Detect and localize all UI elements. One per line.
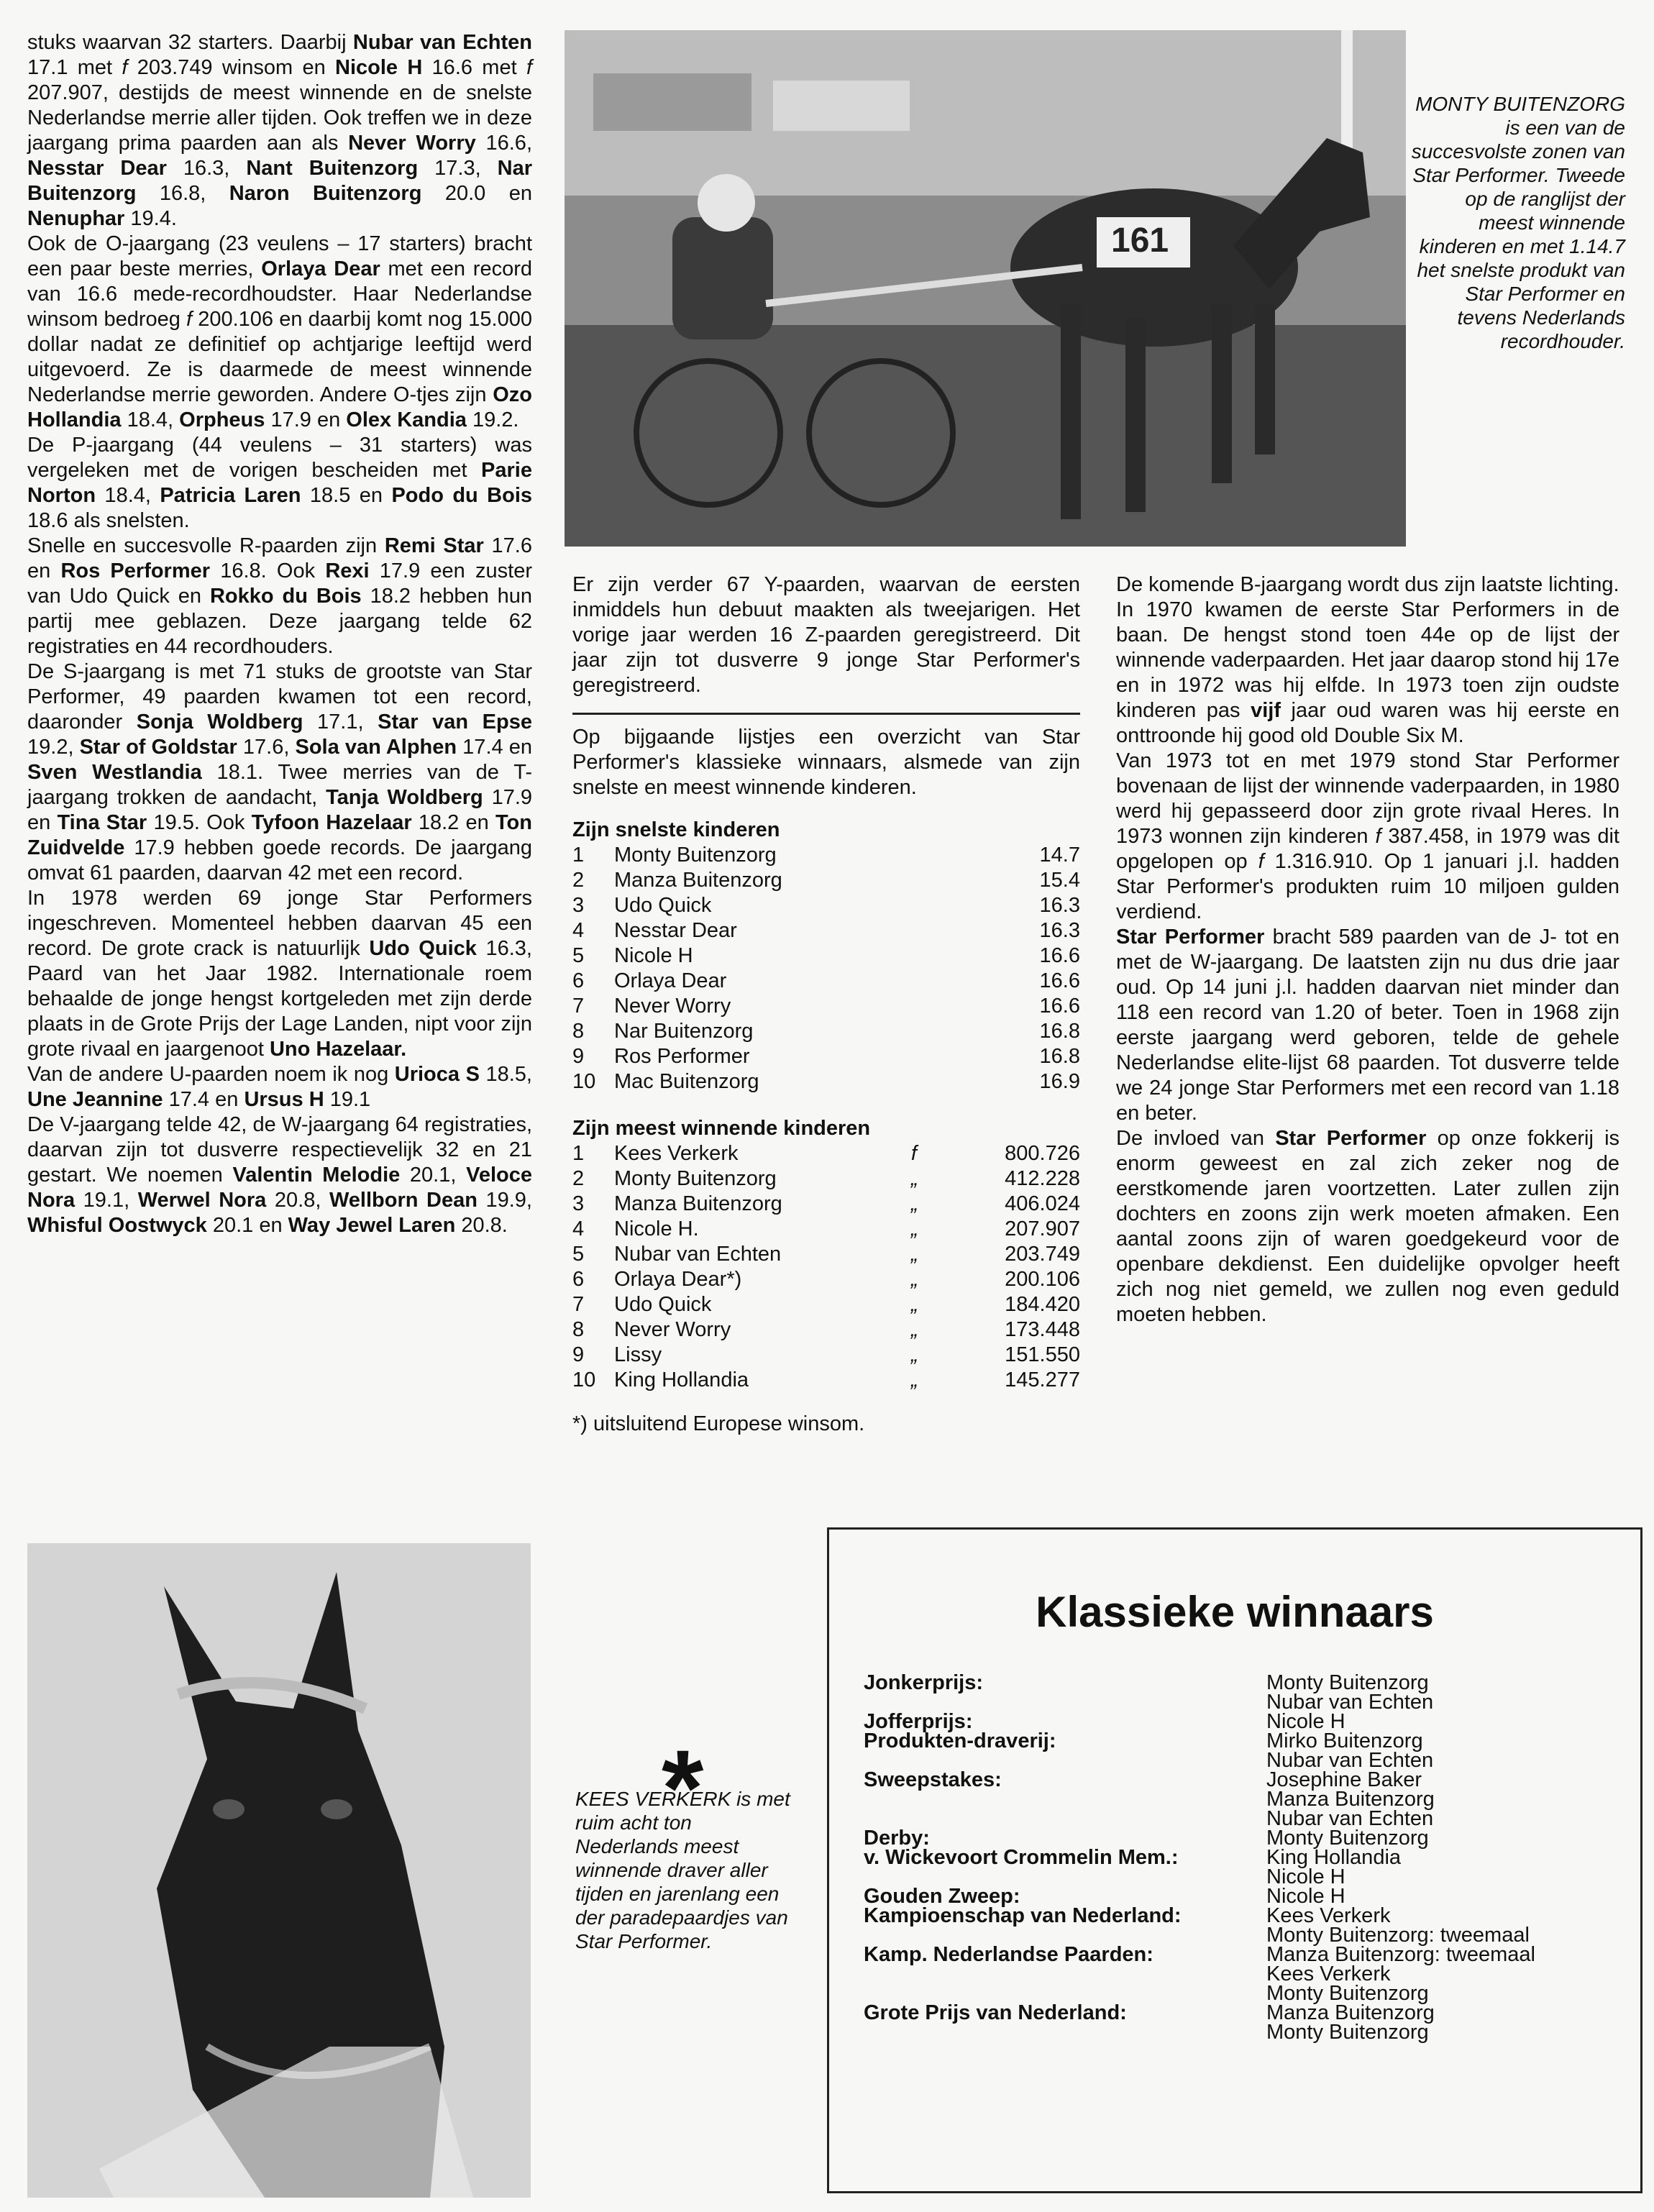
text-run: 17.4 en [457, 736, 532, 759]
text-run: 18.4, [96, 484, 160, 507]
currency-mark: „ [910, 1343, 918, 1366]
text-run: 387.458, in 1979 was dit opgelopen op [1116, 825, 1619, 873]
bold-text: Naron Buitenzorg [229, 182, 422, 205]
race-name [864, 1809, 1266, 1829]
text-run: 17.1, [303, 710, 378, 733]
paragraph [27, 30, 532, 232]
race-number: 161 [1111, 221, 1169, 260]
text-run: f [1258, 850, 1264, 873]
rank: 4 [572, 919, 585, 942]
table-row [864, 1887, 1535, 1906]
table-row [864, 1712, 1535, 1732]
table-row [864, 2003, 1535, 2023]
rank: 8 [572, 1318, 585, 1341]
horse-head-illustration [27, 1543, 531, 2198]
table-row [572, 893, 1080, 918]
race-name: Kamp. Nederlandse Paarden: [864, 1943, 1153, 1966]
text-run: 16.8. Ook [210, 559, 326, 582]
earnings: 145.277 [1005, 1368, 1080, 1391]
text-run: 19.4. [124, 207, 177, 230]
rank: 7 [572, 1293, 585, 1316]
earnings: 207.907 [1005, 1217, 1080, 1240]
horse-name: Udo Quick [614, 1293, 712, 1316]
fastest-children-table [572, 843, 1080, 1094]
race-name: Derby: [864, 1827, 930, 1850]
table-row [572, 994, 1080, 1019]
text-run: stuks waarvan 32 starters. Daarbij [27, 31, 353, 54]
currency-mark: „ [910, 1167, 918, 1190]
earnings: 200.106 [1005, 1268, 1080, 1291]
text-run: 17.4 en [163, 1088, 245, 1111]
horse-name: Nar Buitenzorg [614, 1020, 754, 1043]
text-run: 19.1, [75, 1189, 138, 1212]
paragraph [1116, 1126, 1619, 1327]
winner-name: Monty Buitenzorg: tweemaal [1266, 1924, 1530, 1947]
winner-name: Nicole H [1266, 1710, 1345, 1733]
horse-name: Nicole H [614, 944, 693, 967]
table-row [864, 1965, 1535, 1984]
bold-text: Olex Kandia [346, 408, 467, 431]
record-time: 16.6 [1039, 969, 1080, 992]
text-run: 203.749 winsom en [127, 56, 335, 79]
bold-text: Patricia Laren [160, 484, 301, 507]
intro-paragraph: Er zijn verder 67 Y-paarden, waarvan de eersten inmiddels hun debuut maakten als tweejarigen. Het vorige jaar werden 16 Z-paarden geregistreerd. Dit jaar zijn tot dusverre 9 jonge Star Performer's geregistreerd. [572, 573, 1080, 697]
text-run: In 1978 werden 69 jonge Star Performers ingeschreven. Momenteel hebben daarvan 45 een record. De grote crack is natuurlijk [27, 887, 532, 960]
record-time: 16.8 [1039, 1045, 1080, 1068]
earnings: 173.448 [1005, 1318, 1080, 1341]
horse-name: King Hollandia [614, 1368, 749, 1391]
text-run: 18.4, [121, 408, 180, 431]
table-row [572, 1317, 1080, 1343]
table-row [572, 1343, 1080, 1368]
paragraph [1116, 925, 1619, 1126]
table-row [572, 943, 1080, 969]
bold-text: Valentin Melodie [232, 1164, 401, 1187]
table-row [864, 1848, 1535, 1868]
bold-text: Whisful Oostwyck [27, 1214, 207, 1237]
text-run: f [526, 56, 532, 79]
table-row [572, 918, 1080, 943]
race-name [864, 1868, 1266, 1887]
rank: 9 [572, 1045, 585, 1068]
text-run: f [122, 56, 128, 79]
bold-text: Nubar van Echten [352, 31, 532, 54]
text-run: 17.3, [418, 157, 498, 180]
text-run: met een record van 16.6 mede-recordhoudster. Haar Nederlandse winsom bedroeg [27, 257, 532, 331]
bold-text: Rokko du Bois [209, 585, 362, 608]
rank: 10 [572, 1368, 596, 1391]
footnote: *) uitsluitend Europese winsom. [572, 1412, 865, 1435]
text-run: De V-jaargang telde 42, de W-jaargang 64 registraties, daarvan zijn tot dusverre respectievelijk 32 en 21 gestart. We noemen [27, 1113, 532, 1187]
photo-kees-verkerk [27, 1543, 531, 2198]
text-run: 207.907, destijds de meest winnende en de snelste Nederlandse merrie aller tijden. Ook treffen we in deze jaargang prima paarden aan als [27, 81, 532, 155]
rank: 2 [572, 1167, 585, 1190]
record-time: 16.3 [1039, 919, 1080, 942]
horse-name: Nicole H. [614, 1217, 699, 1240]
race-name [864, 1790, 1266, 1809]
fastest-list-title: Zijn snelste kinderen [572, 818, 780, 841]
currency-mark: „ [910, 1293, 918, 1316]
bold-text: Tyfoon Hazelaar [251, 811, 412, 834]
race-name: v. Wickevoort Crommelin Mem.: [864, 1846, 1179, 1869]
rank: 6 [572, 969, 585, 992]
table-row [864, 1868, 1535, 1887]
table-row [572, 1141, 1080, 1166]
bold-text: Rexi [325, 559, 370, 582]
horse-name: Orlaya Dear [614, 969, 727, 992]
winner-name: Manza Buitenzorg [1266, 1788, 1435, 1811]
bold-text: Nicole H [335, 56, 423, 79]
article-column-middle [572, 572, 1080, 1437]
race-name [864, 1984, 1266, 2003]
table-row [864, 1693, 1535, 1712]
table-row [572, 1192, 1080, 1217]
rank: 5 [572, 1243, 585, 1266]
table-row [864, 1926, 1535, 1945]
race-name: Kampioenschap van Nederland: [864, 1904, 1182, 1927]
rank: 1 [572, 1142, 585, 1165]
paragraph [1116, 572, 1619, 598]
race-name [864, 2023, 1266, 2042]
text-run: 19.2, [27, 736, 80, 759]
text-run: 16.8, [136, 182, 229, 205]
text-run: Van de andere U-paarden noem ik nog [27, 1063, 395, 1086]
text-run: De S-jaargang is met 71 stuks de grootste van Star Performer, 49 paarden kwamen tot een record, daaronder [27, 660, 532, 733]
text-run: 16.3, [166, 157, 247, 180]
currency-mark: f [910, 1142, 917, 1165]
rank: 1 [572, 844, 585, 867]
earnings: 412.228 [1005, 1167, 1080, 1190]
table-row [572, 1368, 1080, 1393]
bold-text: Sola van Alphen [295, 736, 457, 759]
rank: 2 [572, 869, 585, 892]
text-run: 18.5, [479, 1063, 532, 1086]
rank: 10 [572, 1070, 596, 1093]
record-time: 14.7 [1039, 844, 1080, 867]
table-row [864, 1945, 1535, 1965]
table-row [572, 1166, 1080, 1192]
record-time: 16.3 [1039, 894, 1080, 917]
paragraph [27, 232, 532, 433]
photo-monty-buitenzorg [565, 30, 1406, 547]
bold-text: Orlaya Dear [261, 257, 380, 280]
winner-name: Monty Buitenzorg [1266, 2021, 1429, 2044]
paragraph [27, 886, 532, 1062]
winner-name: Monty Buitenzorg [1266, 1671, 1429, 1694]
text-run: 17.9 een zuster van Udo Quick en [27, 559, 532, 608]
race-name: Jonkerprijs: [864, 1671, 983, 1694]
text-run: De komende B-jaargang wordt dus zijn laatste lichting. [1116, 573, 1619, 596]
overview-paragraph: Op bijgaande lijstjes een overzicht van Star Performer's klassieke winnaars, alsmede van zijn snelste en meest winnende kinderen. [572, 726, 1080, 799]
text-run: In 1970 kwamen de eerste Star Performers in de baan. De hengst stond toen 44e op de lijst der winnende vaderpaarden. Het jaar daarop stond hij 17e en in 1972 was hij elfde. In 1973 toen zijn oudste kinderen pas [1116, 598, 1619, 722]
bold-text: vijf [1251, 699, 1281, 722]
text-run: 19.5. Ook [147, 811, 252, 834]
winner-name: Josephine Baker [1266, 1768, 1422, 1791]
rank: 6 [572, 1268, 585, 1291]
earnings: 203.749 [1005, 1243, 1080, 1266]
horse-name: Manza Buitenzorg [614, 869, 782, 892]
table-row [864, 1732, 1535, 1751]
earnings: 406.024 [1005, 1192, 1080, 1215]
bold-text: Ozo Hollandia [27, 383, 532, 431]
horse-name: Lissy [614, 1343, 662, 1366]
bold-text: Tina Star [57, 811, 147, 834]
horse-name: Kees Verkerk [614, 1142, 739, 1165]
currency-mark: „ [910, 1318, 918, 1341]
text-run: Ook de O-jaargang (23 veulens – 17 starters) bracht een paar beste merries, [27, 232, 532, 280]
winner-name: Manza Buitenzorg: tweemaal [1266, 1943, 1535, 1966]
text-run: 200.106 en daarbij komt nog 15.000 dollar nadat ze definitief op achtjarige leeftijd werd uitgevoerd. Ze is daarmede de meest winnende Nederlandse merrie geworden. Andere O-tjes zijn [27, 308, 532, 406]
horse-name: Never Worry [614, 1318, 731, 1341]
bold-text: Remi Star [384, 534, 484, 557]
winning-children-table [572, 1141, 1080, 1393]
bold-text: Sonja Woldberg [136, 710, 303, 733]
text-run: Van 1973 tot en met 1979 stond Star Performer bovenaan de lijst der winnende vaderpaarden, in 1980 werd hij gepasseerd door zijn grote rivaal Heres. In 1973 wonnen zijn kinderen [1116, 749, 1619, 848]
bold-text: Ton Zuidvelde [27, 811, 532, 859]
record-time: 16.6 [1039, 944, 1080, 967]
bold-text: Star of Goldstar [79, 736, 237, 759]
horse-name: Orlaya Dear*) [614, 1268, 742, 1291]
table-row [572, 1292, 1080, 1317]
race-name: Grote Prijs van Nederland: [864, 2001, 1127, 2024]
text-run: bracht 589 paarden van de J- tot en met de W-jaargang. De laatsten zijn nu dus drie jaar oud. Op 14 juni j.l. hadden daarvan niet minder dan 118 een record van 1.20 of beter. Toen in 1968 zijn eerste jaargang werd geboren, telde de gehele Nederlandse elite-lijst 68 paarden. Tot dusverre telde we 24 jonge Star Performers met een record van 1.18 en beter. [1116, 926, 1619, 1125]
record-time: 16.6 [1039, 995, 1080, 1018]
text-run: 19.2. [466, 408, 519, 431]
bold-text: Wellborn Dean [329, 1189, 478, 1212]
currency-mark: „ [910, 1243, 918, 1266]
classic-winners-box [827, 1527, 1642, 2193]
bold-text: Way Jewel Laren [288, 1214, 456, 1237]
currency-mark: „ [910, 1368, 918, 1391]
rank: 5 [572, 944, 585, 967]
earnings: 184.420 [1005, 1293, 1080, 1316]
bold-text: Uno Hazelaar. [269, 1038, 407, 1061]
text-run: jaar oud waren was hij eerste en onttroonde hij good old Double Six M. [1116, 699, 1619, 747]
table-row [572, 1069, 1080, 1094]
sulky-horse-illustration [565, 30, 1406, 547]
text-run: 20.0 en [421, 182, 532, 205]
winner-name: Monty Buitenzorg [1266, 1982, 1429, 2005]
record-time: 16.9 [1039, 1070, 1080, 1093]
text-run: f [1375, 825, 1381, 848]
earnings: 151.550 [1005, 1343, 1080, 1366]
horse-name: Monty Buitenzorg [614, 844, 777, 867]
article-column-right [1116, 572, 1619, 1327]
winner-name: King Hollandia [1266, 1846, 1402, 1869]
text-run: 17.9 en [265, 408, 347, 431]
text-run: 17.6, [237, 736, 296, 759]
table-row [572, 1217, 1080, 1242]
table-row [572, 1019, 1080, 1044]
winner-name: Kees Verkerk [1266, 1904, 1391, 1927]
horse-name: Mac Buitenzorg [614, 1070, 759, 1093]
horse-name: Nesstar Dear [614, 919, 737, 942]
table-row [572, 969, 1080, 994]
table-row [864, 1809, 1535, 1829]
asterisk-mark: * [662, 1727, 704, 1848]
text-run: 18.6 als snelsten. [27, 509, 190, 532]
text-run: 16.6, [475, 132, 532, 155]
text-run: 17.9 hebben goede records. De jaargang omvat 61 paarden, daarvan 42 met een record. [27, 836, 532, 885]
text-run: 18.2 en [411, 811, 495, 834]
bold-text: Parie Norton [27, 459, 532, 507]
winner-name: Kees Verkerk [1266, 1962, 1391, 1985]
bold-text: Nenuphar [27, 207, 125, 230]
bold-text: Sven Westlandia [27, 761, 202, 784]
winner-name: Monty Buitenzorg [1266, 1827, 1429, 1850]
bold-text: Ursus H [244, 1088, 324, 1111]
text-run: 17.6 en [27, 534, 532, 582]
bold-text: Star Performer [1116, 926, 1265, 949]
text-run: 18.5 en [301, 484, 392, 507]
horse-name: Monty Buitenzorg [614, 1167, 777, 1190]
bold-text: Nesstar Dear [27, 157, 167, 180]
rank: 3 [572, 1192, 585, 1215]
table-row [864, 1829, 1535, 1848]
winner-name: Manza Buitenzorg [1266, 2001, 1435, 2024]
bold-text: Orpheus [179, 408, 265, 431]
horse-name: Nubar van Echten [614, 1243, 782, 1266]
text-run: 19.9, [477, 1189, 532, 1212]
divider [572, 713, 1080, 715]
text-run: op onze fokkerij is enorm geweest en zal zich zeker nog de eerstkomende jaren voortzetten. Later zullen zijn dochters en zoons zijn werk moeten afmaken. Een aantal zoons zijn of waren goedgekeurd voor de openbare dekdienst. Een duidelijke opvolger heeft zich nog niet gemeld, we zullen nog even geduld moeten hebben. [1116, 1127, 1620, 1326]
bold-text: Star Performer [1275, 1127, 1427, 1150]
table-row [864, 1751, 1535, 1770]
bold-text: Werwel Nora [137, 1189, 267, 1212]
table-row [572, 843, 1080, 868]
text-run: 1.316.910. Op 1 januari j.l. hadden Star Performer's produkten ruim 10 miljoen gulden verdiend. [1116, 850, 1619, 923]
race-name: Jofferprijs: [864, 1710, 973, 1733]
paragraph [27, 1062, 532, 1112]
text-run: 18.2 hebben hun partij mee geblazen. Deze jaargang telde 62 registraties en 44 recordhouders. [27, 585, 532, 658]
paragraph [27, 659, 532, 886]
paragraph [27, 534, 532, 659]
winner-name: Nicole H [1266, 1885, 1345, 1908]
bold-text: Une Jeannine [27, 1088, 163, 1111]
winner-name: Nubar van Echten [1266, 1807, 1434, 1830]
rank: 3 [572, 894, 585, 917]
table-row [572, 1267, 1080, 1292]
race-name: Produkten-draverij: [864, 1729, 1056, 1752]
table-row [572, 1242, 1080, 1267]
text-run: 16.3, Paard van het Jaar 1982. Internationale roem behaalde de jonge hengst kortgeleden met zijn derde plaats in de Grote Prijs der Lage Landen, nipt voor zijn grote rivaal en jaargenoot [27, 937, 532, 1061]
table-row [864, 1673, 1535, 1693]
text-run: 17.9 en [27, 786, 533, 834]
text-run: 18.1. Twee merries van de T-jaargang trokken de aandacht, [27, 761, 532, 809]
currency-mark: „ [910, 1217, 918, 1240]
horse-name: Never Worry [614, 995, 731, 1018]
table-row [864, 1790, 1535, 1809]
earnings: 800.726 [1005, 1142, 1080, 1165]
text-run: 20.1 en [206, 1214, 288, 1237]
horse-name: Ros Performer [614, 1045, 750, 1068]
table-row [864, 2023, 1535, 2042]
record-time: 15.4 [1039, 869, 1080, 892]
bold-text: Udo Quick [369, 937, 477, 960]
rank: 8 [572, 1020, 585, 1043]
text-run: 20.8, [266, 1189, 329, 1212]
race-name: Gouden Zweep: [864, 1885, 1020, 1908]
text-run: 19.1 [324, 1088, 371, 1111]
text-run: 20.1, [400, 1164, 467, 1187]
winning-list-title: Zijn meest winnende kinderen [572, 1117, 871, 1140]
photo-caption-kees: KEES VERKERK is met ruim acht ton Nederlands meest winnende draver aller tijden en jarenlang een der paradepaardjes van Star Performer. [575, 1788, 790, 1952]
table-row [572, 1044, 1080, 1069]
bold-text: Tanja Woldberg [326, 786, 483, 809]
text-run: f [186, 308, 193, 331]
bold-text: Nar Buitenzorg [27, 157, 532, 205]
paragraph [1116, 598, 1619, 749]
currency-mark: „ [910, 1192, 918, 1215]
table-row [864, 1984, 1535, 2003]
text-run: De invloed van [1116, 1127, 1276, 1150]
rank: 7 [572, 995, 585, 1018]
table-row [864, 1770, 1535, 1790]
article-column-left [27, 30, 532, 1238]
text-run: 16.6 met [422, 56, 526, 79]
text-run: 20.8. [455, 1214, 508, 1237]
table-row [864, 1906, 1535, 1926]
paragraph [27, 1112, 532, 1238]
currency-mark: „ [910, 1268, 918, 1291]
horse-name: Udo Quick [614, 894, 712, 917]
classic-winners-title: Klassieke winnaars [1036, 1588, 1434, 1636]
table-row [572, 868, 1080, 893]
winner-name: Nicole H [1266, 1865, 1345, 1888]
rank: 4 [572, 1217, 585, 1240]
text-run: De P-jaargang (44 veulens – 31 starters) was vergeleken met de vorigen bescheiden met [27, 434, 532, 482]
bold-text: Nant Buitenzorg [246, 157, 419, 180]
bold-text: Never Worry [348, 132, 476, 155]
record-time: 16.8 [1039, 1020, 1080, 1043]
bold-text: Ros Performer [60, 559, 211, 582]
race-name [864, 1693, 1266, 1712]
race-name: Sweepstakes: [864, 1768, 1002, 1791]
bold-text: Urioca S [394, 1063, 480, 1086]
race-name [864, 1926, 1266, 1945]
classic-winners-table [864, 1673, 1535, 2042]
text-run: Snelle en succesvolle R-paarden zijn [27, 534, 385, 557]
bold-text: Star van Epse [378, 710, 532, 733]
race-name [864, 1965, 1266, 1984]
winner-name: Nubar van Echten [1266, 1749, 1434, 1772]
paragraph [27, 433, 532, 534]
winner-name: Mirko Buitenzorg [1266, 1729, 1423, 1752]
rank: 9 [572, 1343, 585, 1366]
race-name [864, 1751, 1266, 1770]
horse-name: Manza Buitenzorg [614, 1192, 782, 1215]
paragraph [1116, 749, 1619, 925]
photo-caption-monty: MONTY BUITENZORG is een van de succesvolste zonen van Star Performer. Tweede op de ranglijst der meest winnende kinderen en met 1.14.7 het snelste produkt van Star Performer en tevens Nederlands recordhouder. [1411, 93, 1625, 352]
bold-text: Podo du Bois [391, 484, 533, 507]
bold-text: Veloce Nora [27, 1164, 532, 1212]
text-run: 17.1 met [27, 56, 122, 79]
winner-name: Nubar van Echten [1266, 1691, 1434, 1714]
